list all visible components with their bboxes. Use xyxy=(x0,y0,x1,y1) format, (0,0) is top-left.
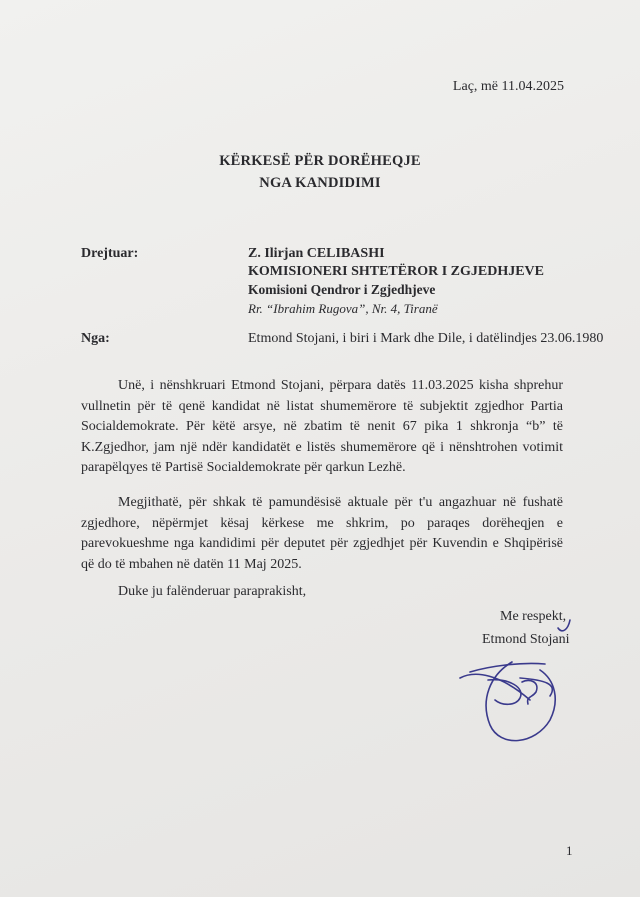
page-number: 1 xyxy=(566,843,573,858)
paragraph-line: parevokueshme nga kandidimi për deputet për zgjedhjet për Kuvendin e Shqipërisë xyxy=(81,536,563,552)
address-number: , Nr. 4, Tiranë xyxy=(365,301,438,316)
paragraph-line: parapëlqyes të Partisë Socialdemokrate për qarkun Lezhë. xyxy=(81,460,406,476)
addressee-label: Drejtuar: xyxy=(81,246,139,261)
paragraph-line: zgjedhore, nëpërmjet kësaj kërkese me shkrim, po paraqes dorëheqjen e xyxy=(81,515,563,531)
paragraph-line: Megjithatë, për shkak të pamundësisë aktuale për t'u angazhuar në fushatë xyxy=(118,495,563,510)
sender-text: Etmond Stojani, i biri i Mark dhe Dile, i datëlindjes 23.06.1980 xyxy=(248,331,604,346)
body-paragraph-2 xyxy=(81,493,563,575)
place-date: Laç, më 11.04.2025 xyxy=(452,79,564,94)
addressee-address xyxy=(248,301,438,317)
addressee-name: Z. Ilirjan CELIBASHI xyxy=(248,246,385,261)
address-street: Rr. “Ibrahim Rugova” xyxy=(248,301,366,316)
handwritten-signature xyxy=(450,600,580,760)
sender-label: Nga: xyxy=(81,331,110,346)
addressee-institution: Komisioni Qendror i Zgjedhjeve xyxy=(248,282,436,297)
signatory-name: Etmond Stojani xyxy=(482,632,570,647)
paragraph-line: vullnetin për të qenë kandidat në listat shumemërore të subjektit zgjedhor Partia xyxy=(81,398,563,414)
document-title-line-2: NGA KANDIDIMI xyxy=(259,175,381,191)
paragraph-line: Socialdemokrate. Për këtë arsye, në zbatim të nenit 67 pika 1 shkronja “b” të xyxy=(81,419,563,435)
paragraph-line: që do të mbahen në datën 11 Maj 2025. xyxy=(81,556,302,572)
regards-text: Me respekt, xyxy=(500,609,567,624)
document-title-line-1: KËRKESË PËR DORËHEQJE xyxy=(219,153,421,169)
body-paragraph-1 xyxy=(81,376,563,479)
paragraph-line: K.Zgjedhor, jam një ndër kandidatët e listës shumemërore që i nënshtrohen votimit xyxy=(81,439,563,455)
paragraph-line: Unë, i nënshkruari Etmond Stojani, përpara datës 11.03.2025 kisha shprehur xyxy=(118,378,563,393)
addressee-position: KOMISIONERI SHTETËROR I ZGJEDHJEVE xyxy=(248,264,545,279)
closing-text: Duke ju falënderuar paraprakisht, xyxy=(118,584,307,599)
